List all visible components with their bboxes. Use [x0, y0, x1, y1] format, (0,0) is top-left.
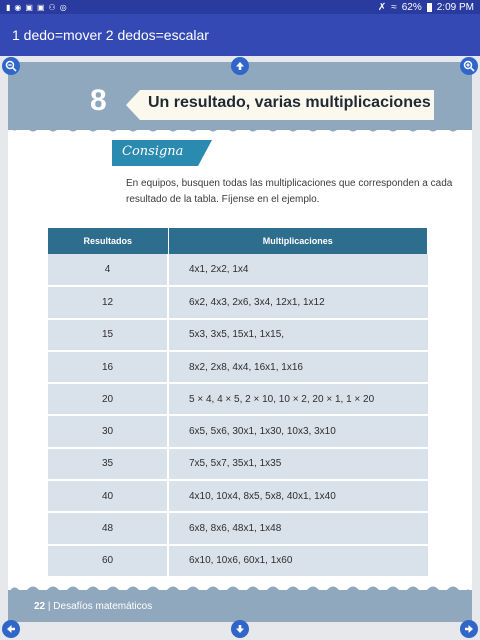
next-page-button[interactable]: [460, 620, 478, 638]
scroll-down-button[interactable]: [231, 620, 249, 638]
result-cell: 15: [48, 319, 168, 351]
table-row: [48, 383, 428, 415]
scroll-up-button[interactable]: [231, 57, 249, 75]
battery-icon: [427, 3, 432, 12]
wifi-icon: ≈: [391, 1, 397, 13]
result-cell: 48: [48, 512, 168, 544]
multiplications-cell: 5x3, 3x5, 15x1, 1x15,: [168, 319, 428, 351]
notification-icon: ▣: [36, 2, 46, 12]
consigna-label: Consigna: [122, 144, 184, 159]
table-row: [48, 319, 428, 351]
status-bar: [0, 0, 480, 14]
header-wave-edge: [8, 124, 472, 134]
multiplications-cell: 6x5, 5x6, 30x1, 1x30, 10x3, 3x10: [168, 415, 428, 447]
page-number: 22: [34, 601, 46, 612]
document-page: [8, 62, 472, 622]
page-footer: [34, 601, 152, 612]
clock: 2:09 PM: [436, 1, 474, 13]
arrow-left-icon: [5, 623, 17, 635]
app-title: 1 dedo=mover 2 dedos=escalar: [12, 27, 209, 43]
table-row: [48, 545, 428, 577]
table-row: [48, 480, 428, 512]
arrow-up-icon: [234, 60, 246, 72]
battery-level: 62%: [401, 1, 422, 13]
arrow-right-icon: [463, 623, 475, 635]
result-cell: 4: [48, 254, 168, 286]
mute-icon: ✗: [377, 1, 387, 13]
multiplications-cell: 6x8, 8x6, 48x1, 1x48: [168, 512, 428, 544]
header-multiplications: Multiplicaciones: [168, 228, 428, 254]
table-row: [48, 254, 428, 286]
notification-icon: ▣: [25, 2, 34, 12]
multiplications-cell: 6x2, 4x3, 2x6, 3x4, 12x1, 1x12: [168, 286, 428, 318]
zoom-out-icon: [5, 60, 17, 72]
zoom-out-button[interactable]: [2, 57, 20, 75]
table-row: [48, 351, 428, 383]
result-cell: 12: [48, 286, 168, 318]
multiplications-cell: 4x10, 10x4, 8x5, 5x8, 40x1, 1x40: [168, 480, 428, 512]
zoom-in-button[interactable]: [460, 57, 478, 75]
table-row: [48, 415, 428, 447]
multiplications-cell: 7x5, 5x7, 35x1, 1x35: [168, 448, 428, 480]
multiplications-cell: 8x2, 2x8, 4x4, 16x1, 1x16: [168, 351, 428, 383]
multiplications-cell: 4x1, 2x2, 1x4: [168, 254, 428, 286]
chapter-number: 8: [90, 84, 107, 117]
result-cell: 60: [48, 545, 168, 577]
results-table: [48, 228, 428, 578]
previous-page-button[interactable]: [2, 620, 20, 638]
zoom-in-icon: [463, 60, 475, 72]
result-cell: 16: [48, 351, 168, 383]
result-cell: 20: [48, 383, 168, 415]
table-row: [48, 286, 428, 318]
multiplications-cell: 6x10, 10x6, 60x1, 1x60: [168, 545, 428, 577]
notification-icons: [6, 3, 68, 12]
page-title: Un resultado, varias multiplicaciones: [148, 94, 431, 111]
instructions-text: En equipos, busquen todas las multiplicaciones que corresponden a cada resultado de la tabla. Fíjense en el ejemplo.: [126, 178, 453, 205]
result-cell: 40: [48, 480, 168, 512]
table-row: [48, 512, 428, 544]
table-header-row: [48, 228, 428, 254]
notification-icon: ◉: [14, 2, 23, 12]
app-bar: [0, 14, 480, 56]
book-title: | Desafíos matemáticos: [47, 601, 153, 612]
header-results: Resultados: [48, 228, 168, 254]
result-cell: 30: [48, 415, 168, 447]
arrow-down-icon: [234, 623, 246, 635]
table-row: [48, 448, 428, 480]
notification-icon: ▮: [6, 2, 12, 12]
multiplications-cell: 5 × 4, 4 × 5, 2 × 10, 10 × 2, 20 × 1, 1 × 20: [168, 383, 428, 415]
document-viewer[interactable]: [0, 56, 480, 640]
result-cell: 35: [48, 448, 168, 480]
notification-icon: ◎: [59, 2, 68, 12]
notification-icon: ⚇: [48, 2, 57, 12]
